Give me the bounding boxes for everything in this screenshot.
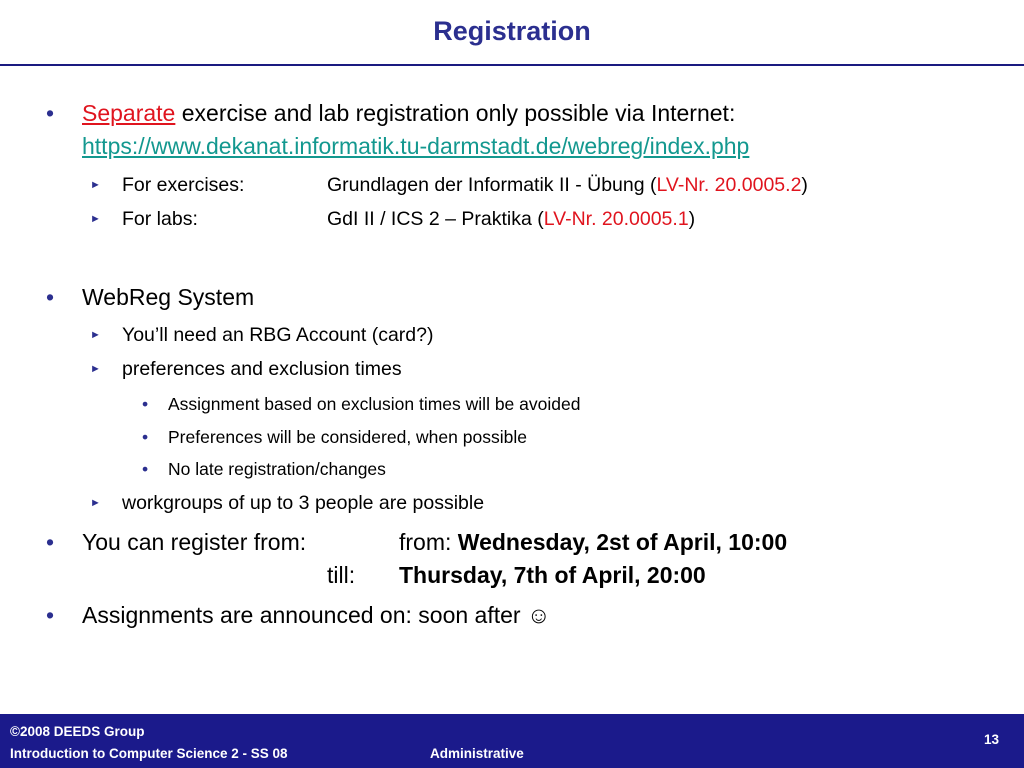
arrow-bullet-icon: ►: [90, 497, 101, 509]
arrow-bullet-icon: ►: [90, 329, 101, 341]
label: For exercises:: [122, 174, 245, 196]
sub-text: workgroups of up to 3 people are possible: [122, 492, 485, 514]
title-divider: [0, 64, 1024, 66]
subsub-item: [142, 427, 527, 448]
page-number: 13: [984, 732, 1000, 747]
bullet-icon: •: [142, 459, 149, 479]
sub-text: preferences and exclusion times: [122, 358, 402, 380]
subsub-text: Preferences will be considered, when possible: [168, 427, 527, 447]
sub-item: [90, 324, 434, 347]
lv-number: LV-Nr. 20.0005.2: [656, 174, 802, 196]
bullet-icon: •: [46, 602, 55, 628]
arrow-bullet-icon: ►: [90, 363, 101, 375]
sub-item: [90, 358, 402, 381]
bullet-text: You can register from:: [82, 529, 307, 555]
subsub-item: [142, 459, 386, 480]
bullet-icon: •: [46, 529, 55, 555]
subsub-text: Assignment based on exclusion times will be avoided: [168, 394, 581, 414]
subsub-text: No late registration/changes: [168, 459, 386, 479]
sub-item-exercises: [90, 174, 808, 197]
value: GdI II / ICS 2 – Praktika (: [327, 208, 544, 230]
bullet-text: WebReg System: [82, 284, 255, 310]
arrow-bullet-icon: ►: [90, 179, 101, 191]
highlight-separate: Separate: [82, 100, 176, 126]
from-date: Wednesday, 2st of April, 10:00: [457, 529, 788, 555]
bullet-text: Assignments are announced on: soon after: [82, 602, 521, 628]
lv-number: LV-Nr. 20.0005.1: [543, 208, 689, 230]
subsub-item: [142, 394, 581, 415]
till-date: Thursday, 7th of April, 20:00: [399, 562, 706, 588]
from-label: from:: [399, 529, 452, 555]
bullet-register-dates: [46, 529, 788, 556]
footer-section: Administrative: [430, 746, 524, 761]
value: Grundlagen der Informatik II - Übung (: [327, 174, 657, 196]
slide-footer: [0, 714, 1024, 768]
bullet-webreg: [46, 284, 255, 311]
till-label: till:: [327, 562, 356, 588]
paren: ): [688, 208, 696, 230]
sub-item-labs: [90, 208, 696, 231]
sub-item: [90, 492, 485, 515]
sub-text: You’ll need an RBG Account (card?): [122, 324, 434, 346]
slide-title: Registration: [433, 16, 591, 46]
bullet-text: exercise and lab registration only possible via Internet:: [175, 100, 736, 126]
footer-copyright: ©2008 DEEDS Group: [10, 724, 145, 739]
bullet-icon: •: [142, 394, 149, 414]
footer-course: Introduction to Computer Science 2 - SS 08: [10, 746, 288, 761]
webreg-link[interactable]: https://www.dekanat.informatik.tu-darmstadt.de/webreg/index.php: [82, 133, 750, 159]
bullet-icon: •: [142, 427, 149, 447]
label: For labs:: [122, 208, 198, 230]
paren: ): [801, 174, 808, 196]
arrow-bullet-icon: ►: [90, 213, 101, 225]
smiley-icon: ☺: [526, 602, 551, 628]
bullet-assignments: [46, 602, 551, 629]
bullet-icon: •: [46, 284, 55, 310]
bullet-separate-registration: [46, 100, 736, 127]
bullet-icon: •: [46, 100, 55, 126]
